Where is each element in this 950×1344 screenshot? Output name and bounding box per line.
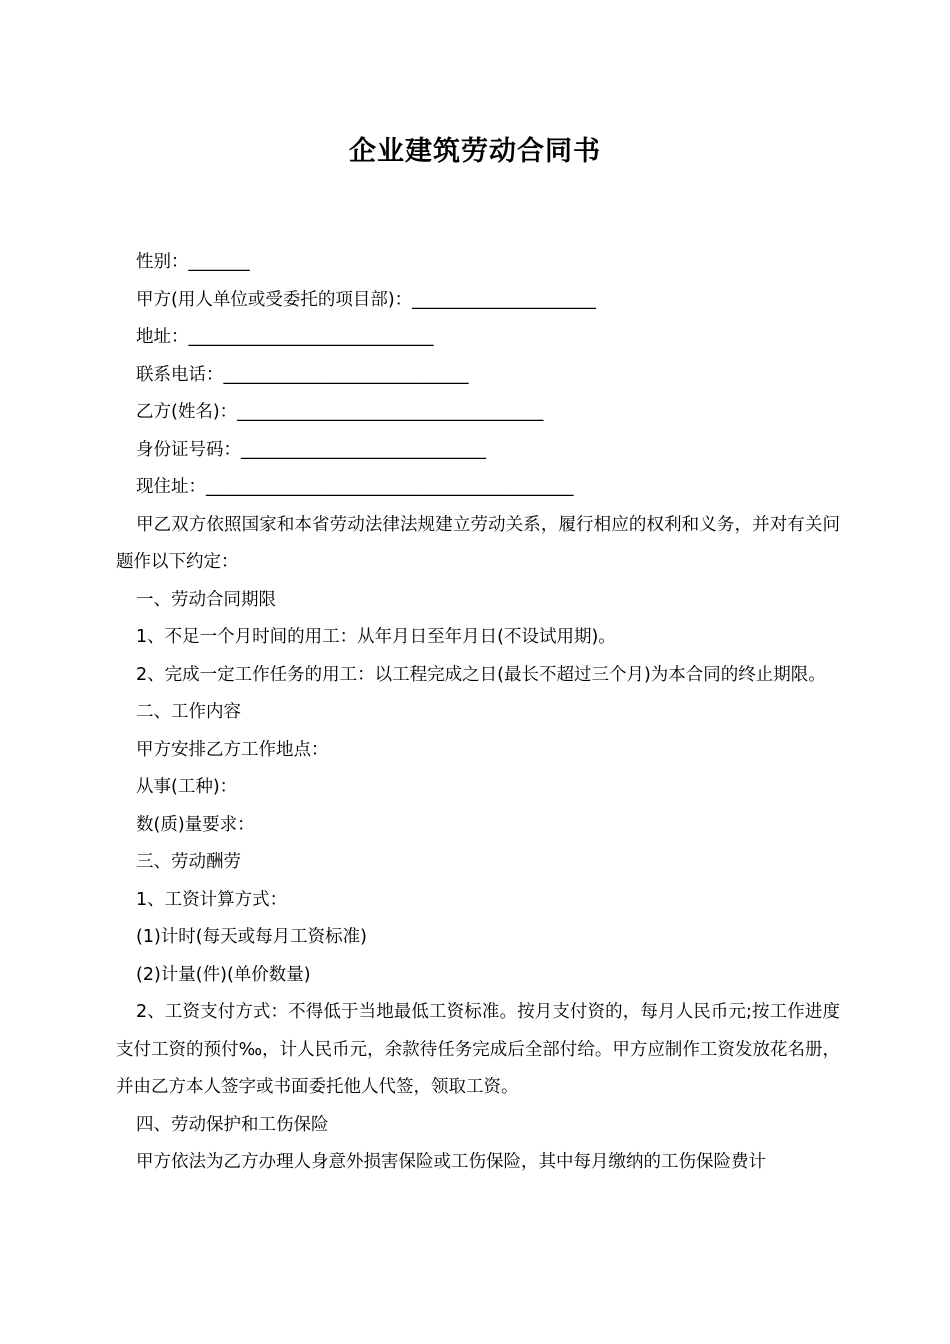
id-number-field: 身份证号码：____________________________ [136, 439, 486, 460]
party-a-field: 甲方(用人单位或受委托的项目部)：_____________________ [136, 289, 596, 310]
clause-paragraph: (1)计时(每天或每月工资标准) [136, 927, 367, 947]
clause-paragraph: 从事(工种)： [136, 777, 238, 797]
clause-paragraph: 甲方依法为乙方办理人身意外损害保险或工伤保险，其中每月缴纳的工伤保险费计 [136, 1152, 766, 1172]
clause-paragraph: 数(质)量要求： [136, 814, 255, 835]
current-address-field: 现住址：__________________________________________ [136, 477, 574, 497]
section-heading: 三、劳动酬劳 [136, 852, 241, 872]
document-title: 企业建筑劳动合同书 [349, 136, 601, 167]
clause-paragraph: 1、工资计算方式： [136, 889, 288, 910]
document-body [116, 244, 840, 1182]
clause-paragraph: 2、工资支付方式：不得低于当地最低工资标准。按月支付资的，每月人民币元;按工作进度支付工资的预付‰，计人民币元，余款待任务完成后全部付给。甲方应制作工资发放花名册，并由乙方本人签字或书面委托他人代签，领取工资。 [116, 1002, 840, 1097]
gender-field: 性别：_______ [136, 252, 250, 272]
clause-paragraph: 1、不足一个月时间的用工：从年月日至年月日(不设试用期)。 [136, 627, 616, 647]
intro-paragraph: 甲乙双方依照国家和本省劳动法律法规建立劳动关系，履行相应的权利和义务，并对有关问题作以下约定： [116, 514, 840, 572]
section-heading: 一、劳动合同期限 [136, 589, 276, 610]
clause-paragraph: 甲方安排乙方工作地点： [136, 739, 329, 760]
clause-paragraph: (2)计量(件)(单价数量) [136, 964, 311, 985]
section-heading: 四、劳动保护和工伤保险 [136, 1114, 329, 1135]
party-b-name-field: 乙方(姓名)：___________________________________ [136, 402, 544, 422]
clause-paragraph: 2、完成一定工作任务的用工：以工程完成之日(最长不超过三个月)为本合同的终止期限。 [136, 664, 826, 685]
section-heading: 二、工作内容 [136, 702, 241, 722]
address-field: 地址：____________________________ [136, 327, 434, 347]
phone-field: 联系电话：____________________________ [136, 364, 469, 385]
